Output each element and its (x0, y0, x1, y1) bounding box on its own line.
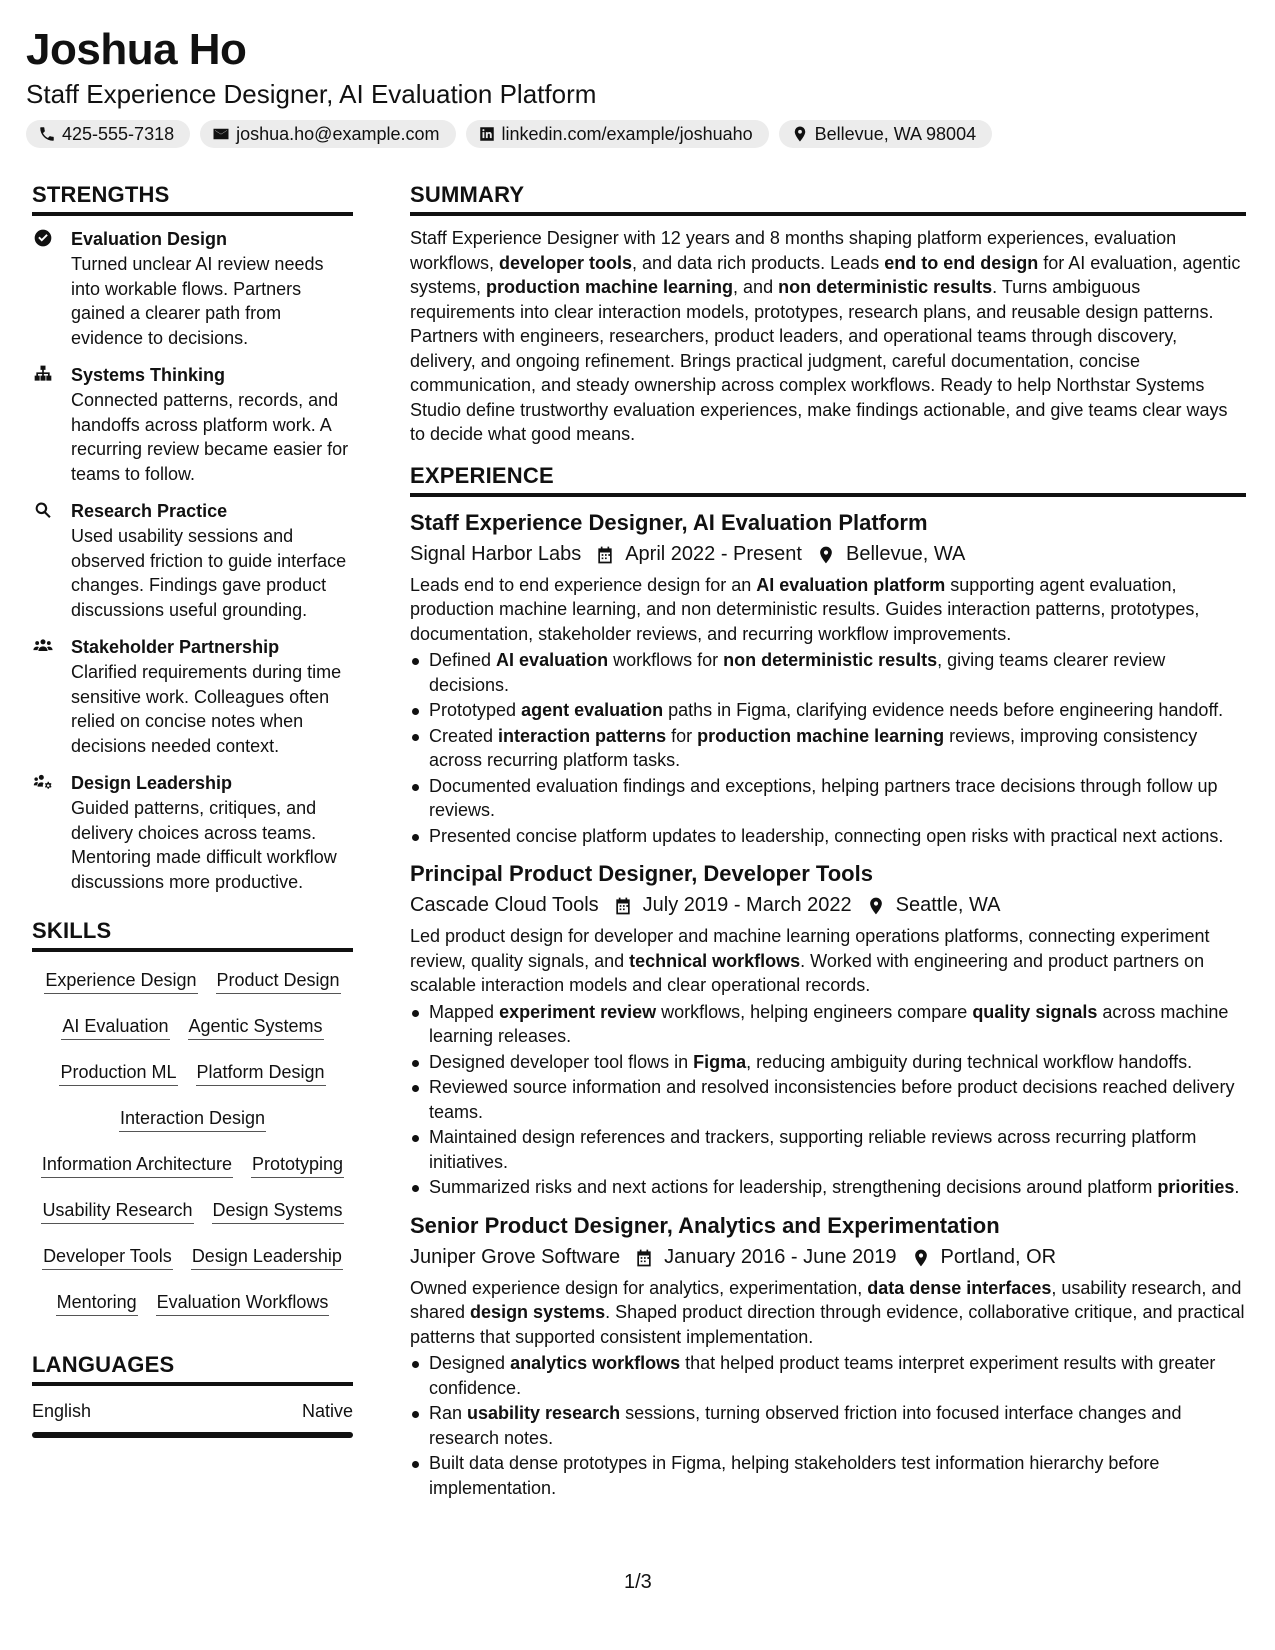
resume-header (26, 22, 1246, 148)
job-bullet: Defined AI evaluation workflows for non deterministic results, giving teams clearer review decisions. (410, 648, 1246, 697)
skill-tag: Experience Design (44, 968, 197, 994)
strength-desc: Connected patterns, records, and handoffs across platform work. A recurring review became easier for teams to follow. (71, 390, 349, 484)
sitemap-icon (32, 364, 54, 384)
language-level-bar (32, 1432, 353, 1438)
map-pin-icon (816, 544, 836, 564)
map-pin-icon (791, 125, 809, 143)
map-pin-icon (911, 1247, 931, 1267)
contact-email[interactable] (200, 120, 455, 148)
skill-tag: Prototyping (251, 1152, 344, 1178)
strength-item (32, 362, 353, 486)
map-pin-icon (866, 895, 886, 915)
job-bullet: Designed developer tool flows in Figma, reducing ambiguity during technical workflow handoffs. (410, 1050, 1246, 1075)
job-description: Led product design for developer and machine learning operations platforms, connecting experiment review, quality signals, and technical workflows. Worked with engineering and product partners on scalable interaction models and clear operational records. (410, 926, 1210, 995)
job-location: Bellevue, WA (845, 542, 966, 565)
job-bullets (410, 648, 1246, 848)
skill-tag: Platform Design (196, 1060, 326, 1086)
skill-tag: Evaluation Workflows (156, 1290, 330, 1316)
job-entry (410, 507, 1246, 849)
skill-tag: Product Design (216, 968, 341, 994)
job-bullet: Built data dense prototypes in Figma, helping stakeholders test information hierarchy before implementation. (410, 1451, 1246, 1500)
envelope-icon (212, 125, 230, 143)
contact-phone[interactable] (26, 120, 190, 148)
job-company: Cascade Cloud Tools (410, 894, 599, 916)
language-level: Native (301, 1401, 353, 1421)
strength-desc: Guided patterns, critiques, and delivery choices across teams. Mentoring made difficult workflow discussions more productive. (71, 798, 337, 892)
calendar-icon (595, 544, 615, 564)
job-entry (410, 858, 1246, 1200)
job-bullets (410, 1351, 1246, 1500)
job-dates: January 2016 - June 2019 (664, 1245, 897, 1268)
job-bullet: Documented evaluation findings and exceptions, helping partners trace decisions through follow up reviews. (410, 774, 1246, 823)
skills-heading: SKILLS (32, 916, 353, 952)
strength-item (32, 498, 353, 622)
strength-title: Systems Thinking (71, 365, 226, 385)
job-company: Juniper Grove Software (410, 1245, 621, 1268)
contact-phone-text: 425-555-7318 (62, 123, 175, 144)
contact-location (779, 120, 992, 148)
skill-tag: Mentoring (56, 1290, 138, 1316)
skill-tag: AI Evaluation (61, 1014, 169, 1040)
job-title: Senior Product Designer, Analytics and Experimentation (410, 1212, 1000, 1238)
job-meta (410, 890, 1246, 920)
strength-desc: Clarified requirements during time sensitive work. Colleagues often relied on concise notes when decisions needed context. (71, 662, 342, 756)
linkedin-icon (478, 125, 496, 143)
contact-email-text: joshua.ho@example.com (236, 123, 440, 144)
contact-linkedin[interactable] (466, 120, 769, 148)
job-title: Staff Experience Designer, AI Evaluation Platform (410, 509, 928, 535)
job-location: Portland, OR (940, 1245, 1057, 1268)
left-column (32, 180, 353, 1438)
search-icon (32, 500, 54, 520)
job-dates: April 2022 - Present (625, 542, 802, 565)
job-description: Owned experience design for analytics, experimentation, data dense interfaces, usability research, and shared design systems. Shaped product direction through evidence, collaborative critique, and practical patterns that supported consistent implementation. (410, 1277, 1245, 1347)
skill-tag: Interaction Design (119, 1106, 266, 1132)
right-column (410, 180, 1246, 1510)
skill-tag: Developer Tools (42, 1244, 173, 1270)
job-bullet: Summarized risks and next actions for leadership, strengthening decisions around platform priorities. (410, 1175, 1246, 1200)
strength-desc: Used usability sessions and observed friction to guide interface changes. Findings gave product discussions useful grounding. (71, 526, 347, 620)
users-gear-icon (32, 772, 54, 792)
calendar-icon (634, 1247, 654, 1267)
language-row (32, 1396, 353, 1424)
job-bullet: Mapped experiment review workflows, helping engineers compare quality signals across machine learning releases. (410, 1000, 1246, 1049)
skill-tag: Usability Research (41, 1198, 193, 1224)
job-bullet: Prototyped agent evaluation paths in Figma, clarifying evidence needs before engineering handoff. (410, 698, 1246, 723)
job-title: Principal Product Designer, Developer Tools (410, 861, 873, 886)
strength-title: Stakeholder Partnership (71, 637, 280, 657)
strength-item (32, 770, 353, 894)
job-entry (410, 1210, 1246, 1501)
candidate-headline: Staff Experience Designer, AI Evaluation Platform (26, 79, 597, 109)
job-location: Seattle, WA (895, 894, 1001, 916)
skill-tag: Production ML (59, 1060, 177, 1086)
job-description: Leads end to end experience design for an AI evaluation platform supporting agent evaluation, production machine learning, and non deterministic results. Guides interaction patterns, prototypes, documentation, stakeholder reviews, and recurring workflow improvements. (410, 574, 1200, 644)
candidate-name: Joshua Ho (26, 25, 247, 74)
check-circle-icon (32, 228, 54, 248)
job-dates: July 2019 - March 2022 (642, 894, 852, 916)
job-bullet: Created interaction patterns for production machine learning reviews, improving consistency across recurring platform tasks. (410, 724, 1246, 773)
job-meta (410, 1242, 1246, 1272)
job-bullet: Reviewed source information and resolved inconsistencies before product decisions reached delivery teams. (410, 1075, 1246, 1124)
summary-heading: SUMMARY (410, 180, 1246, 216)
strength-item (32, 226, 353, 350)
summary-text: Staff Experience Designer with 12 years and 8 months shaping platform experiences, evaluation workflows, developer tools, and data rich products. Leads end to end design for AI evaluation, agentic systems, production machine learning, and non deterministic results. Turns ambiguous requirements into clear interaction models, prototypes, research plans, and reusable design patterns. Partners with engineers, researchers, product leaders, and operational teams through discovery, delivery, and ongoing refinement. Brings practical judgment, careful documentation, concise communication, and steady ownership across complex workflows. Ready to help Northstar Systems Studio define trustworthy evaluation experiences, make findings actionable, and give teams clear ways to decide what good means. (410, 228, 1241, 444)
skill-tag: Information Architecture (41, 1152, 233, 1178)
skill-tag: Design Leadership (191, 1244, 343, 1270)
contact-location-text: Bellevue, WA 98004 (814, 123, 977, 144)
language-name: English (32, 1401, 92, 1421)
job-bullet: Presented concise platform updates to leadership, connecting open risks with practical next actions. (410, 824, 1246, 849)
calendar-icon (613, 895, 633, 915)
skill-tag: Agentic Systems (188, 1014, 324, 1040)
job-bullet: Maintained design references and trackers, supporting reliable reviews across recurring platform initiatives. (410, 1125, 1246, 1174)
skills-list (32, 962, 353, 1326)
strengths-heading: STRENGTHS (32, 180, 353, 216)
job-bullets (410, 1000, 1246, 1200)
job-bullet: Designed analytics workflows that helped product teams interpret experiment results with greater confidence. (410, 1351, 1246, 1400)
experience-heading: EXPERIENCE (410, 461, 1246, 497)
contact-bar (26, 120, 1246, 148)
job-company: Signal Harbor Labs (410, 542, 582, 565)
job-bullet: Ran usability research sessions, turning observed friction into focused interface changes and research notes. (410, 1401, 1246, 1450)
contact-linkedin-text: linkedin.com/example/joshuaho (501, 123, 753, 144)
strength-item (32, 634, 353, 758)
phone-icon (38, 125, 56, 143)
users-icon (32, 636, 54, 656)
strength-title: Research Practice (71, 501, 228, 521)
page-number: 1/3 (624, 1571, 652, 1593)
languages-heading: LANGUAGES (32, 1350, 353, 1386)
strength-desc: Turned unclear AI review needs into workable flows. Partners gained a clearer path from evidence to decisions. (71, 254, 324, 348)
job-meta (410, 539, 1246, 569)
skill-tag: Design Systems (212, 1198, 344, 1224)
strength-title: Design Leadership (71, 773, 233, 793)
strength-title: Evaluation Design (71, 229, 228, 249)
